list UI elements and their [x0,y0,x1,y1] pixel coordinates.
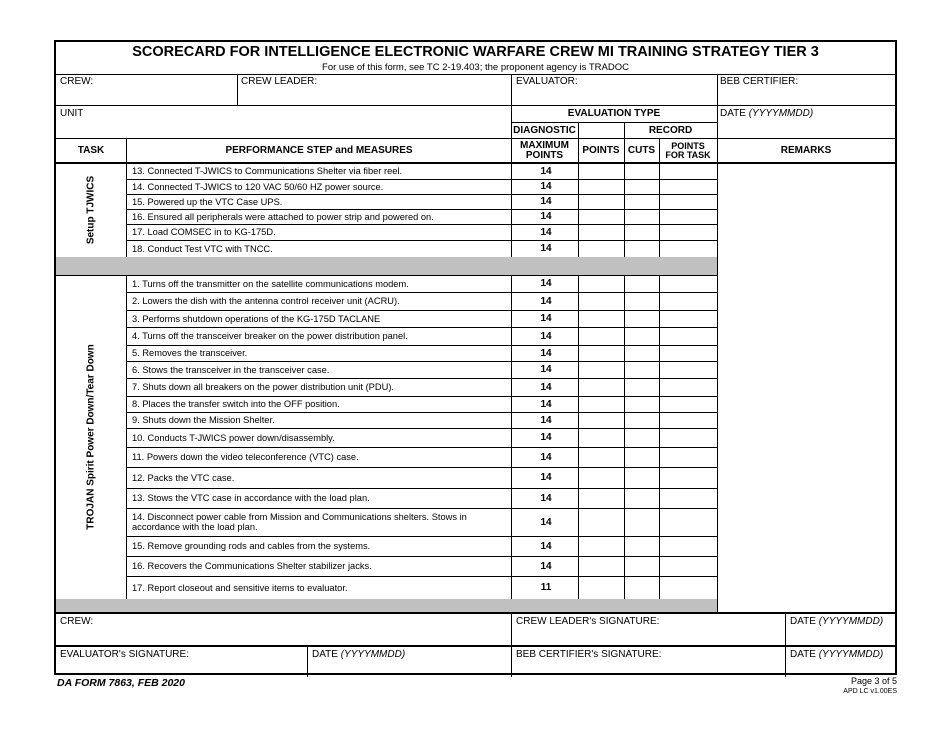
step-text: 4. Turns off the transceiver breaker on the power distribution panel. [132,331,408,341]
crew-label: CREW: [60,76,94,87]
record-header: RECORD [648,124,693,136]
task-label-trojan-spirit-power-down: TROJAN Spirit Power Down/Tear Down [85,344,97,530]
points-for-task-header: POINTS FOR TASK [665,140,711,160]
step-text: 1. Turns off the transmitter on the satellite communications modem. [132,278,409,289]
max-points-value: 14 [540,381,552,393]
step-text: 3. Performs shutdown operations of the KG-175D TACLANE [132,313,381,324]
max-points-value: 14 [540,492,552,504]
unit-label: UNIT [60,108,84,119]
crew-leader-signature-label: CREW LEADER's SIGNATURE: [516,616,660,627]
max-points-value: 14 [540,196,552,207]
step-text: 17. Report closeout and sensitive items to evaluator. [132,582,348,593]
beb-certifier-date-label: DATE (YYYYMMDD) [790,649,884,660]
form-version: APD LC v1.00ES [843,688,897,695]
max-points-value: 14 [540,278,552,289]
section-separator [56,599,717,613]
step-text: 14. Connected T-JWICS to 120 VAC 50/60 HZ power source. [132,181,384,192]
points-header: POINTS [582,144,620,156]
performance-column-header: PERFORMANCE STEP and MEASURES [225,144,413,156]
max-points-value: 14 [540,516,552,528]
max-points-value: 14 [540,347,552,359]
step-text: 11. Powers down the video teleconference (VTC) case. [132,452,359,462]
step-text: 9. Shuts down the Mission Shelter. [132,415,275,425]
step-text: 6. Stows the transceiver in the transceiver case. [132,364,330,375]
max-points-header: MAXIMUM POINTS [520,139,569,161]
beb-certifier-label: BEB CERTIFIER: [720,76,799,87]
step-text: 10. Conducts T-JWICS power down/disassembly. [132,432,335,443]
max-points-value: 14 [540,432,552,443]
footer-crew-label: CREW: [60,616,94,627]
form-subtitle: For use of this form, see TC 2-19.403; the proponent agency is TRADOC [322,62,629,73]
step-text: 16. Recovers the Communications Shelter stabilizer jacks. [132,561,372,571]
max-points-value: 11 [540,582,552,593]
task-label-setup-tjwics: Setup TJWICS [85,175,97,245]
max-points-value: 14 [540,414,552,426]
crew-leader-label: CREW LEADER: [241,76,318,87]
step-text: 18. Conduct Test VTC with TNCC. [132,243,273,254]
max-points-value: 14 [540,560,552,572]
scorecard-form [54,40,897,675]
step-text: 13. Stows the VTC case in accordance with the load plan. [132,493,370,503]
step-text: 2. Lowers the dish with the antenna control receiver unit (ACRU). [132,296,400,306]
form-title: SCORECARD FOR INTELLIGENCE ELECTRONIC WARFARE CREW MI TRAINING STRATEGY TIER 3 [132,44,819,60]
evaluator-label: EVALUATOR: [516,76,578,87]
beb-certifier-signature-label: BEB CERTIFIER's SIGNATURE: [516,649,662,660]
max-points-value: 14 [540,540,552,552]
page-number: Page 3 of 5 [850,676,897,686]
step-text: 14. Disconnect power cable from Mission and Communications shelters. Stows in accordance with the load plan. [132,512,467,532]
max-points-value: 14 [540,451,552,463]
step-text: 16. Ensured all peripherals were attached to power strip and powered on. [132,211,434,222]
diagnostic-header: DIAGNOSTIC [513,124,576,136]
max-points-value: 14 [540,472,552,483]
step-text: 13. Connected T-JWICS to Communications Shelter via fiber reel. [132,166,403,176]
step-text: 15. Remove grounding rods and cables from the systems. [132,541,371,551]
section-separator [56,257,717,275]
task-column-header: TASK [77,144,105,156]
max-points-value: 14 [540,295,552,307]
max-points-value: 14 [540,226,552,238]
evaluator-signature-label: EVALUATOR's SIGNATURE: [60,649,189,660]
form-id: DA FORM 7863, FEB 2020 [57,677,185,689]
remarks-header: REMARKS [780,144,832,156]
max-points-value: 14 [540,364,552,375]
max-points-value: 14 [540,313,552,324]
evaluator-date-label: DATE (YYYYMMDD) [312,649,406,660]
max-points-value: 14 [540,398,552,410]
step-text: 5. Removes the transceiver. [132,348,248,358]
max-points-value: 14 [540,330,552,342]
crew-leader-date-label: DATE (YYYYMMDD) [790,616,884,627]
max-points-value: 14 [540,211,552,222]
step-text: 8. Places the transfer switch into the OFF position. [132,399,340,409]
max-points-value: 14 [540,181,552,192]
step-text: 17. Load COMSEC in to KG-175D. [132,227,276,237]
date-label: DATE (YYYYMMDD) [720,108,814,119]
cuts-header: CUTS [627,144,656,156]
step-text: 12. Packs the VTC case. [132,472,235,483]
step-text: 7. Shuts down all breakers on the power distribution unit (PDU). [132,382,394,392]
evaluation-type-header: EVALUATION TYPE [567,108,661,119]
step-text: 15. Powered up the VTC Case UPS. [132,196,283,207]
max-points-value: 14 [540,165,552,177]
max-points-value: 14 [540,243,552,254]
